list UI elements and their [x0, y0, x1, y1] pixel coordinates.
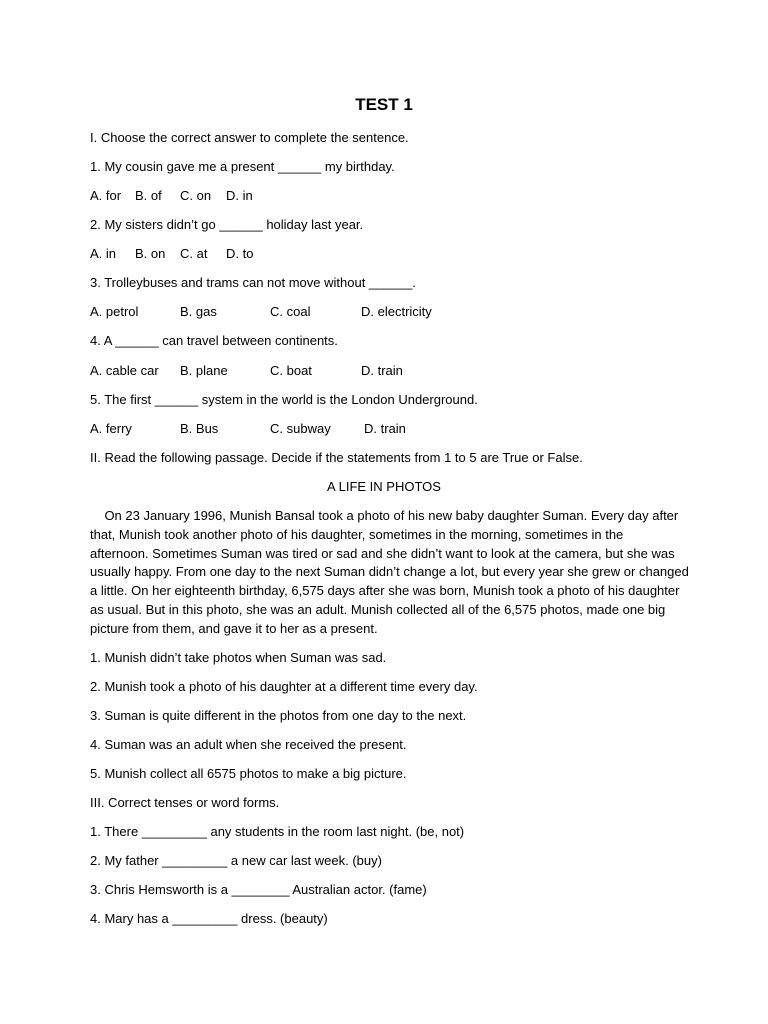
option-a: A. ferry	[90, 421, 132, 436]
passage-title: A LIFE IN PHOTOS	[327, 479, 441, 494]
exercise-item-1: 1. There _________ any students in the room last night. (be, not)	[90, 824, 465, 839]
statement-1: 1. Munish didn’t take photos when Suman was sad.	[90, 650, 387, 665]
option-a: A. for	[90, 188, 122, 203]
exercise-item-2: 2. My father _________ a new car last week. (buy)	[90, 853, 382, 868]
option-d: D. train	[364, 421, 406, 436]
option-a: A. cable car	[90, 363, 159, 378]
exercise-item-4: 4. Mary has a _________ dress. (beauty)	[90, 911, 328, 926]
passage-line: a little. On her eighteenth birthday, 6,575 days after she was born, Munish took a photo of his daughter	[90, 583, 680, 599]
option-b: B. gas	[180, 304, 217, 319]
test-title: TEST 1	[355, 95, 413, 114]
option-d: D. to	[226, 246, 254, 261]
option-b: B. of	[135, 188, 162, 203]
option-b: B. plane	[180, 363, 228, 378]
question-2-text: 2. My sisters didn’t go ______ holiday last year.	[90, 217, 364, 232]
option-d: D. electricity	[361, 304, 432, 319]
reading-passage	[90, 507, 689, 639]
passage-line: On 23 January 1996, Munish Bansal took a photo of his new baby daughter Suman. Every day after	[90, 508, 679, 523]
option-b: B. Bus	[180, 421, 219, 436]
option-a: A. petrol	[90, 304, 139, 319]
question-5-text: 5. The first ______ system in the world is the London Underground.	[90, 392, 478, 407]
option-b: B. on	[135, 246, 166, 261]
question-4-text: 4. A ______ can travel between continents.	[90, 333, 338, 348]
section-1-heading: I. Choose the correct answer to complete the sentence.	[90, 130, 409, 145]
option-c: C. subway	[270, 421, 331, 436]
statement-4: 4. Suman was an adult when she received the present.	[90, 737, 407, 752]
statement-5: 5. Munish collect all 6575 photos to make a big picture.	[90, 766, 407, 781]
option-c: C. on	[180, 188, 212, 203]
question-1-text: 1. My cousin gave me a present ______ my birthday.	[90, 159, 395, 174]
passage-line: that, Munish took another photo of his daughter, sometimes in the morning, sometimes in the	[90, 526, 624, 542]
option-d: D. in	[226, 188, 253, 203]
passage-line: as usual. But in this photo, she was an adult. Munish collected all of the 6,575 photos, made one big	[90, 601, 666, 617]
passage-line: picture from them, and gave it to her as a present.	[90, 620, 378, 636]
question-3-text: 3. Trolleybuses and trams can not move without ______.	[90, 275, 416, 290]
section-2-heading: II. Read the following passage. Decide if the statements from 1 to 5 are True or False.	[90, 450, 583, 465]
passage-line: afternoon. Sometimes Suman was tired or sad and she didn’t want to look at the camera, but she was	[90, 545, 675, 561]
option-c: C. boat	[270, 363, 312, 378]
statement-2: 2. Munish took a photo of his daughter at a different time every day.	[90, 679, 478, 694]
option-d: D. train	[361, 363, 403, 378]
option-c: C. at	[180, 246, 208, 261]
section-3-heading: III. Correct tenses or word forms.	[90, 795, 280, 810]
passage-line: usually happy. From one day to the next Suman didn’t change a lot, but every year she grew or changed	[90, 564, 689, 580]
statement-3: 3. Suman is quite different in the photos from one day to the next.	[90, 708, 467, 723]
option-c: C. coal	[270, 304, 311, 319]
option-a: A. in	[90, 246, 117, 261]
exercise-item-3: 3. Chris Hemsworth is a ________ Australian actor. (fame)	[90, 882, 427, 897]
